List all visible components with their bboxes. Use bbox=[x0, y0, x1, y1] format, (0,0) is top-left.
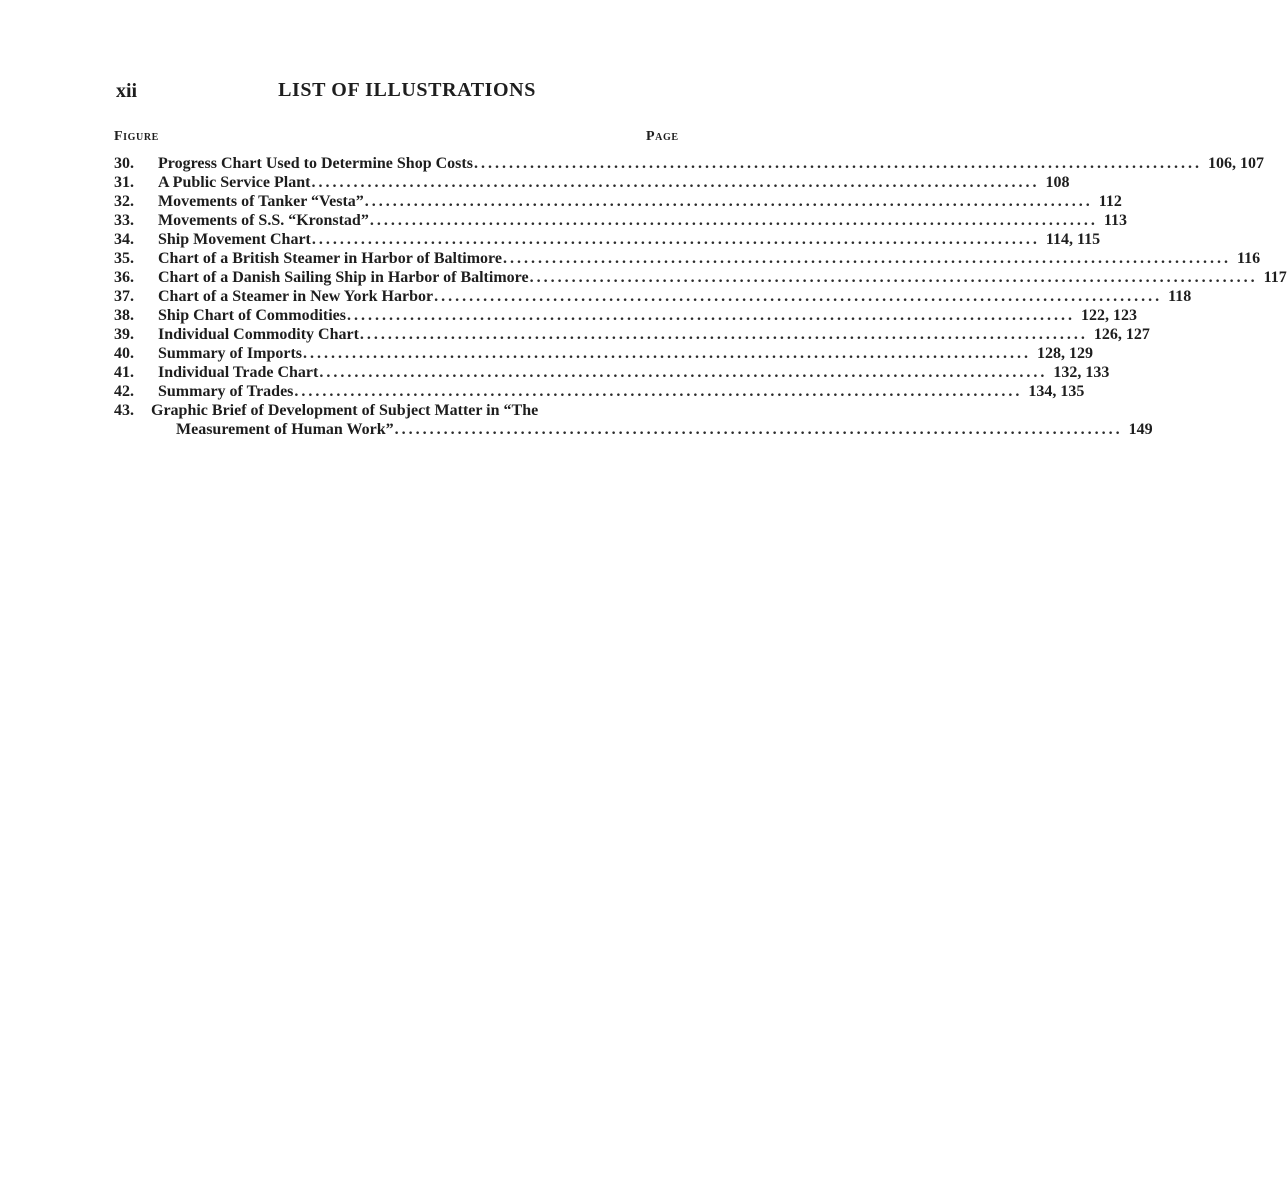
figure-title: Graphic Brief of Development of Subject Matter in “The bbox=[151, 402, 539, 419]
figure-title: Movements of Tanker “Vesta” bbox=[158, 193, 364, 210]
figure-number: 43. bbox=[114, 402, 134, 419]
figure-number: 32. bbox=[114, 193, 134, 210]
dot-leader: ........................................................................................................ bbox=[359, 326, 1088, 343]
page-reference: 132, 133 bbox=[1053, 364, 1110, 381]
figure-title: Chart of a British Steamer in Harbor of Baltimore bbox=[158, 250, 502, 267]
illustrations-list bbox=[114, 154, 1287, 439]
figure-title: Individual Trade Chart bbox=[158, 364, 319, 381]
dot-leader: ........................................................................................................ bbox=[394, 421, 1123, 438]
figure-number: 36. bbox=[114, 269, 134, 286]
page-reference: 106, 107 bbox=[1207, 155, 1264, 172]
list-item bbox=[114, 154, 1264, 173]
dot-leader: ........................................................................................................ bbox=[311, 174, 1040, 191]
page-reference: 108 bbox=[1045, 174, 1070, 191]
figure-number: 31. bbox=[114, 174, 134, 191]
dot-leader: ........................................................................................................ bbox=[502, 250, 1231, 267]
dot-leader: ........................................................................................................ bbox=[434, 288, 1163, 305]
page-reference: 134, 135 bbox=[1028, 383, 1085, 400]
dot-leader: ........................................................................................................ bbox=[303, 345, 1031, 362]
page-number: xii bbox=[116, 80, 138, 102]
dot-leader: ........................................................................................................ bbox=[364, 193, 1093, 210]
list-item bbox=[114, 363, 1110, 382]
list-item bbox=[114, 230, 1101, 249]
list-item bbox=[114, 192, 1122, 211]
figure-number: 34. bbox=[114, 231, 134, 248]
dot-leader: ........................................................................................................ bbox=[529, 269, 1258, 286]
page-reference: 116 bbox=[1236, 250, 1261, 267]
figure-title: Chart of a Steamer in New York Harbor bbox=[158, 288, 434, 305]
figure-column-heading: Figure bbox=[114, 129, 159, 144]
figure-number: 42. bbox=[114, 383, 134, 400]
page-reference: 149 bbox=[1128, 421, 1153, 438]
figure-number: 38. bbox=[114, 307, 134, 324]
page-reference: 128, 129 bbox=[1037, 345, 1093, 362]
page-column-heading: Page bbox=[646, 129, 679, 144]
figure-title: A Public Service Plant bbox=[158, 174, 311, 191]
list-item bbox=[114, 173, 1070, 192]
list-item bbox=[114, 325, 1150, 344]
figure-number: 40. bbox=[114, 345, 134, 362]
list-item bbox=[114, 287, 1192, 306]
list-item-continuation bbox=[114, 420, 1153, 439]
figure-number: 41. bbox=[114, 364, 134, 381]
page-reference: 122, 123 bbox=[1081, 307, 1138, 324]
figure-title: Ship Movement Chart bbox=[158, 231, 311, 248]
list-item bbox=[114, 249, 1261, 268]
figure-number: 30. bbox=[114, 155, 134, 172]
page-reference: 114, 115 bbox=[1045, 231, 1101, 248]
figure-number: 35. bbox=[114, 250, 134, 267]
running-title: LIST OF ILLUSTRATIONS bbox=[278, 79, 536, 101]
figure-number: 33. bbox=[114, 212, 134, 229]
list-item bbox=[114, 344, 1093, 363]
figure-title: Summary of Trades bbox=[158, 383, 294, 400]
dot-leader: ........................................................................................................ bbox=[347, 307, 1076, 324]
figure-number: 37. bbox=[114, 288, 134, 305]
dot-leader: ........................................................................................................ bbox=[294, 383, 1023, 400]
figure-title: Chart of a Danish Sailing Ship in Harbor of Baltimore bbox=[158, 269, 529, 286]
list-item bbox=[114, 306, 1138, 325]
list-item bbox=[114, 382, 1085, 401]
dot-leader: ........................................................................................................ bbox=[369, 212, 1098, 229]
page-reference: 118 bbox=[1168, 288, 1192, 305]
dot-leader: ........................................................................................................ bbox=[473, 155, 1202, 172]
dot-leader: ........................................................................................................ bbox=[311, 231, 1040, 248]
figure-title: Summary of Imports bbox=[158, 345, 302, 362]
list-item bbox=[114, 401, 690, 420]
page-reference: 126, 127 bbox=[1093, 326, 1150, 343]
figure-title: Progress Chart Used to Determine Shop Costs bbox=[158, 155, 473, 172]
figure-number: 39. bbox=[114, 326, 134, 343]
page-reference: 113 bbox=[1103, 212, 1127, 229]
list-item bbox=[114, 211, 1127, 230]
figure-title: Individual Commodity Chart bbox=[158, 326, 359, 343]
page-reference: 117 bbox=[1263, 269, 1287, 286]
list-item bbox=[114, 268, 1287, 287]
dot-leader: ........................................................................................................ bbox=[319, 364, 1048, 381]
figure-title-continued: Measurement of Human Work” bbox=[176, 421, 394, 438]
figure-title: Movements of S.S. “Kronstad” bbox=[158, 212, 369, 229]
page-reference: 112 bbox=[1098, 193, 1122, 210]
figure-title: Ship Chart of Commodities bbox=[158, 307, 347, 324]
